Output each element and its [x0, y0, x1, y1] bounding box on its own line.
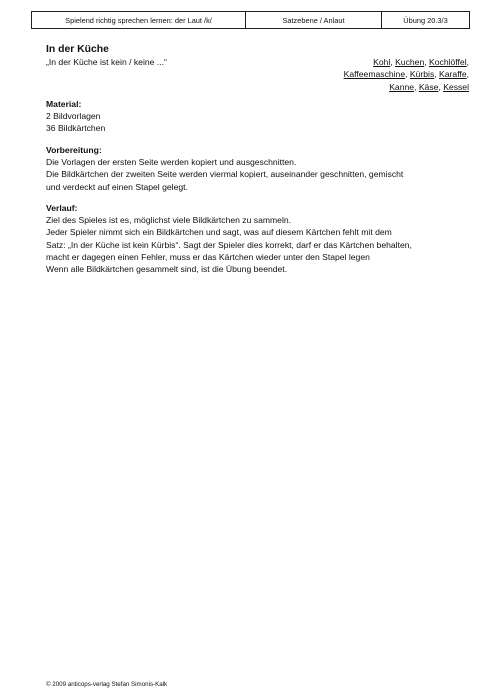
material-section: [46, 98, 466, 135]
separator: ,: [434, 69, 440, 80]
material-line: 2 Bildvorlagen: [46, 111, 101, 122]
procedure-line: Jeder Spieler nimmt sich ein Bildkärtchen und sagt, was auf diesem Kärtchen fehlt mit dem: [46, 227, 392, 238]
procedure-line: Ziel des Spieles ist es, möglichst viele Bildkärtchen zu sammeln.: [46, 215, 292, 226]
separator: ,: [414, 81, 419, 92]
word-kochloeffel: Kochlöffel: [429, 57, 467, 67]
separator: ,: [424, 57, 430, 67]
word-list: [344, 56, 469, 93]
copyright-footer: © 2009 anticops-verlag Stefan Simonis-Kalk: [46, 681, 168, 688]
preparation-heading: Vorbereitung:: [46, 145, 102, 155]
separator: ,: [466, 69, 469, 80]
material-line: 36 Bildkärtchen: [46, 123, 106, 134]
procedure-line: Satz: „In der Küche ist kein Kürbis“. Sagt der Spieler dies korrekt, darf er das Kärtchen behalten,: [46, 239, 412, 250]
header-level: Satzebene / Anlaut: [245, 12, 381, 28]
sentence-pattern: „In der Küche ist kein / keine ...“: [46, 57, 167, 67]
procedure-line: Wenn alle Bildkärtchen gesammelt sind, ist die Übung beendet.: [46, 264, 288, 275]
header-exercise-number: Übung 20.3/3: [381, 12, 469, 28]
preparation-line: Die Vorlagen der ersten Seite werden kopiert und ausgeschnitten.: [46, 157, 297, 168]
header-table: [31, 11, 470, 29]
word-line: [344, 68, 469, 80]
procedure-line: macht er dagegen einen Fehler, muss er das Kärtchen wieder unter den Stapel legen: [46, 251, 370, 262]
separator: ,: [466, 57, 469, 67]
separator: ,: [390, 57, 396, 67]
word-line: [344, 56, 469, 68]
preparation-line: und verdeckt auf einen Stapel gelegt.: [46, 181, 188, 192]
word-line: [344, 81, 469, 93]
preparation-section: [46, 144, 466, 193]
page-title: In der Küche: [46, 44, 109, 55]
word-kessel: Kessel: [443, 81, 469, 92]
word-kanne: Kanne: [389, 81, 415, 92]
material-heading: Material:: [46, 99, 82, 109]
separator: ,: [438, 81, 444, 92]
word-kuchen: Kuchen: [395, 57, 425, 67]
word-karaffe: Karaffe: [439, 69, 467, 80]
word-kohl: Kohl: [373, 57, 391, 67]
procedure-section: [46, 202, 466, 275]
word-kuerbis: Kürbis: [409, 69, 435, 80]
word-kaffeemaschine: Kaffeemaschine: [343, 69, 406, 80]
separator: ,: [405, 69, 410, 80]
word-kaese: Käse: [418, 81, 439, 92]
procedure-heading: Verlauf:: [46, 203, 78, 213]
preparation-line: Die Bildkärtchen der zweiten Seite werden viermal kopiert, auseinander geschnitten, gemischt: [46, 169, 404, 180]
header-series-title: Spielend richtig sprechen lernen: der Laut /k/: [65, 15, 212, 25]
